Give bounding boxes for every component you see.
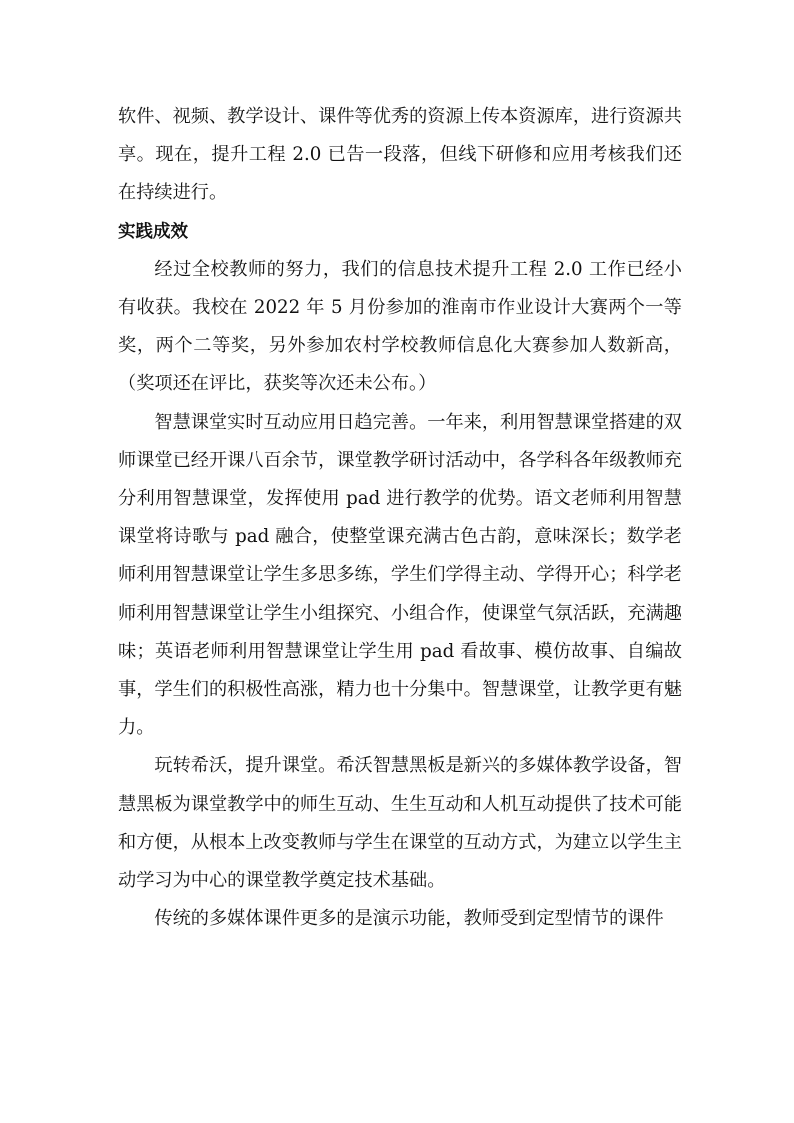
paragraph-seewo-board: 玩转希沃，提升课堂。希沃智慧黑板是新兴的多媒体教学设备，智慧黑板为课堂教学中的师生互动、生生互动和人机互动提供了技术可能和方便，从根本上改变教师与学生在课堂的互动方式，为建立以学生主动学习为中心的课堂教学奠定技术基础。	[118, 755, 682, 892]
paragraph-resource-sharing: 软件、视频、教学设计、课件等优秀的资源上传本资源库，进行资源共享。现在，提升工程 2.0 已告一段落，但线下研修和应用考核我们还在持续进行。	[118, 106, 682, 204]
paragraph-smart-classroom: 智慧课堂实时互动应用日趋完善。一年来，利用智慧课堂搭建的双师课堂已经开课八百余节，课堂教学研讨活动中，各学科各年级教师充分利用智慧课堂，发挥使用 pad 进行教学的优势。语文老师利用智慧课堂将诗歌与 pad 融合，使整堂课充满古色古韵，意味深长；数学老师利用智慧课堂让学生多思多练，学生们学得主动、学得开心；科学老师利用智慧课堂让学生小组探究、小组合作，使课堂气氛活跃，充满趣味；英语老师利用智慧课堂让学生用 pad 看故事、模仿故事、自编故事，学生们的积极性高涨，精力也十分集中。智慧课堂，让教学更有魅力。	[118, 411, 682, 739]
document-body	[118, 98, 682, 938]
paragraph-traditional-multimedia: 传统的多媒体课件更多的是演示功能，教师受到定型情节的课件	[154, 908, 664, 930]
section-heading: 实践成效	[118, 221, 188, 242]
paragraph-achievements: 经过全校教师的努力，我们的信息技术提升工程 2.0 工作已经小有收获。我校在 2022 年 5 月份参加的淮南市作业设计大赛两个一等奖，两个二等奖，另外参加农村学校教师信息化大赛参加人数新高，（奖项还在评比，获奖等次还未公布。）	[118, 258, 682, 395]
